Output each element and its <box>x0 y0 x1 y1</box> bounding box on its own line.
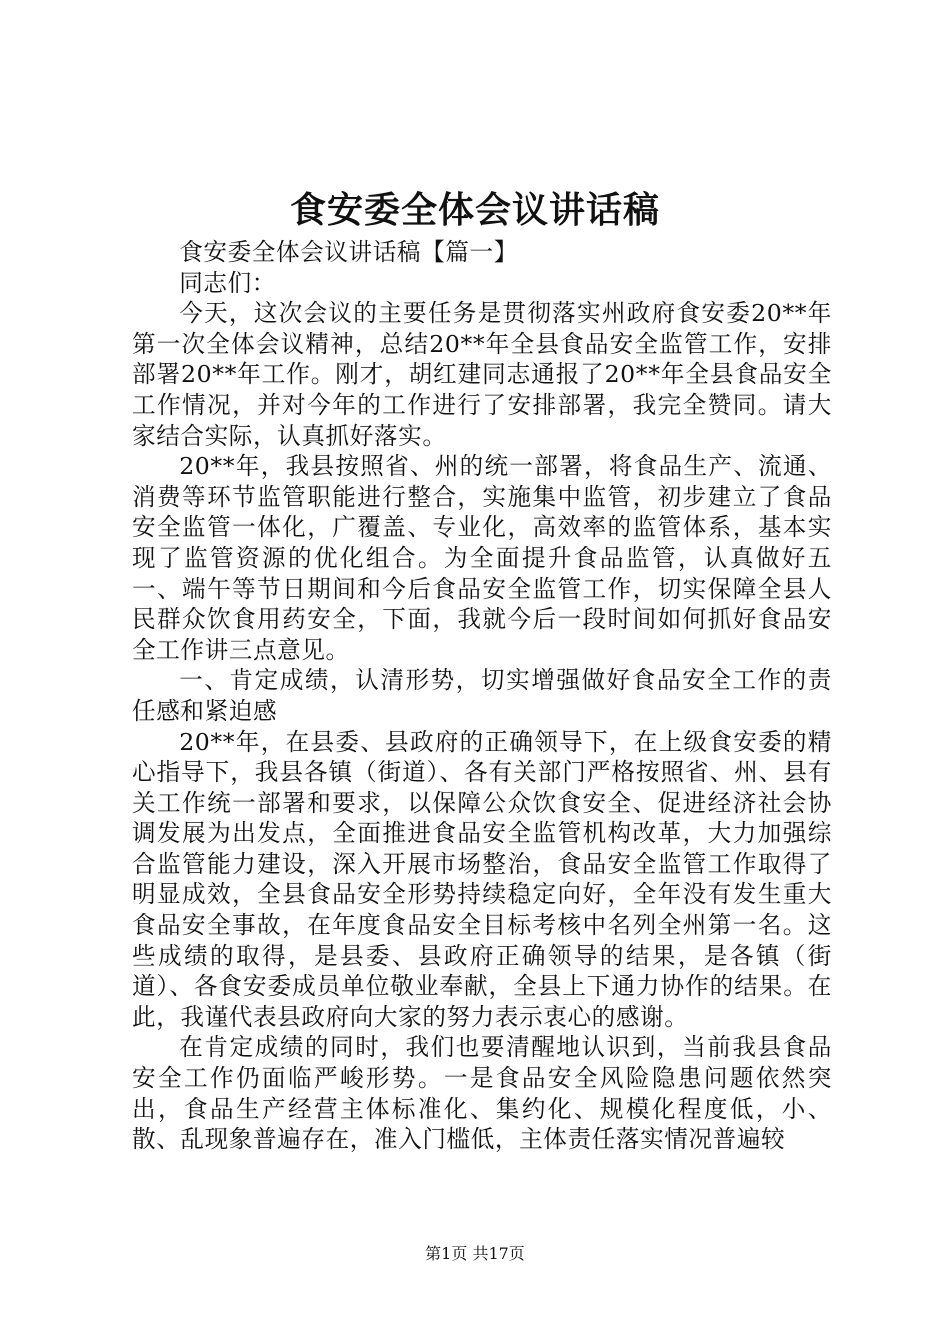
section-heading: 食安委全体会议讲话稿【篇一】 <box>179 238 518 266</box>
paragraph: 20**年，我县按照省、州的统一部署，将食品生产、流通、消费等环节监管职能进行整合，实施集中监管，初步建立了食品安全监管一体化，广覆盖、专业化，高效率的监管体系，基本实现了监管资源的优化组合。为全面提升食品监管，认真做好五一、端午等节日期间和今后食品安全监管工作，切实保障全县人民群众饮食用药安全，下面，我就今后一段时间如何抓好食品安全工作讲三点意见。 <box>132 452 832 664</box>
paragraph: 在肯定成绩的同时，我们也要清醒地认识到，当前我县食品安全工作仍面临严峻形势。一是食品安全风险隐患问题依然突出，食品生产经营主体标准化、集约化、规模化程度低，小、散、乱现象普遍存在，准入门槛低，主体责任落实情况普遍较 <box>132 1033 832 1154</box>
document-title: 食安委全体会议讲话稿 <box>289 189 660 231</box>
document-body <box>132 237 832 1155</box>
salutation: 同志们： <box>179 268 276 297</box>
paragraph: 20**年，在县委、县政府的正确领导下，在上级食安委的精心指导下，我县各镇（街道）、各有关部门严格按照省、州、县有关工作统一部署和要求，以保障公众饮食安全、促进经济社会协调发展为出发点，全面推进食品安全监管机构改革，大力加强综合监管能力建设，深入开展市场整治，食品安全监管工作取得了明显成效，全县食品安全形势持续稳定向好，全年没有发生重大食品安全事故，在年度食品安全目标考核中名列全州第一名。这些成绩的取得，是县委、县政府正确领导的结果，是各镇（街道）、各食安委成员单位敬业奉献，全县上下通力协作的结果。在此，我谨代表县政府向大家的努力表示衷心的感谢。 <box>132 727 832 1031</box>
page-footer: 第1页 共17页 <box>425 1244 525 1263</box>
paragraph: 今天，这次会议的主要任务是贯彻落实州政府食安委20**年第一次全体会议精神，总结20**年全县食品安全监管工作，安排部署20**年工作。刚才，胡红建同志通报了20**年全县食品安全工作情况，并对今年的工作进行了安排部署，我完全赞同。请大家结合实际，认真抓好落实。 <box>132 299 832 450</box>
subheading: 一、肯定成绩，认清形势，切实增强做好食品安全工作的责任感和紧迫感 <box>132 666 832 725</box>
